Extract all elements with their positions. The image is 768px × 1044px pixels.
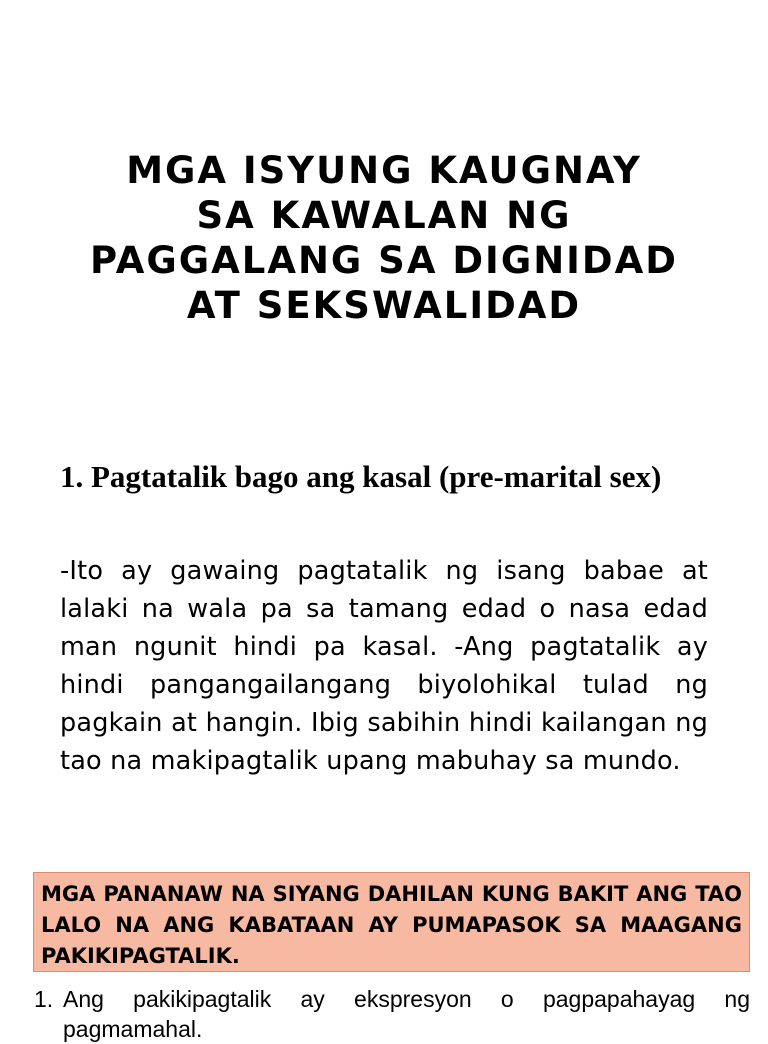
page-title [40, 148, 728, 328]
title-line-3: PAGGALANG SA DIGNIDAD [90, 239, 678, 282]
list-item-number: 1. [34, 986, 54, 1012]
list-item-text: Ang pakikipagtalik ay ekspresyon o pagpapahayag ng pagmamahal. [63, 986, 750, 1042]
title-line-1: MGA ISYUNG KAUGNAY [126, 149, 642, 192]
section-heading: 1. Pagtatalik bago ang kasal (pre-marital sex) [60, 459, 662, 494]
title-line-2: SA KAWALAN NG [196, 194, 572, 237]
reasons-list [34, 984, 750, 1044]
callout-box: MGA PANANAW NA SIYANG DAHILAN KUNG BAKIT ANG TAO LALO NA ANG KABATAAN AY PUMAPASOK SA MAAGANG PAKIKIPAGTALIK. [33, 872, 750, 972]
title-line-4: AT SEKSWALIDAD [186, 284, 582, 327]
section-body: -Ito ay gawaing pagtatalik ng isang babae at lalaki na wala pa sa tamang edad o nasa edad man ngunit hindi pa kasal. -Ang pagtatalik ay hindi pangangailangang biyolohikal tulad ng pagkain at hangin. Ibig sabihin hindi kailangan ng tao na makipagtalik upang mabuhay sa mundo. [60, 556, 708, 776]
list-item [34, 984, 750, 1044]
